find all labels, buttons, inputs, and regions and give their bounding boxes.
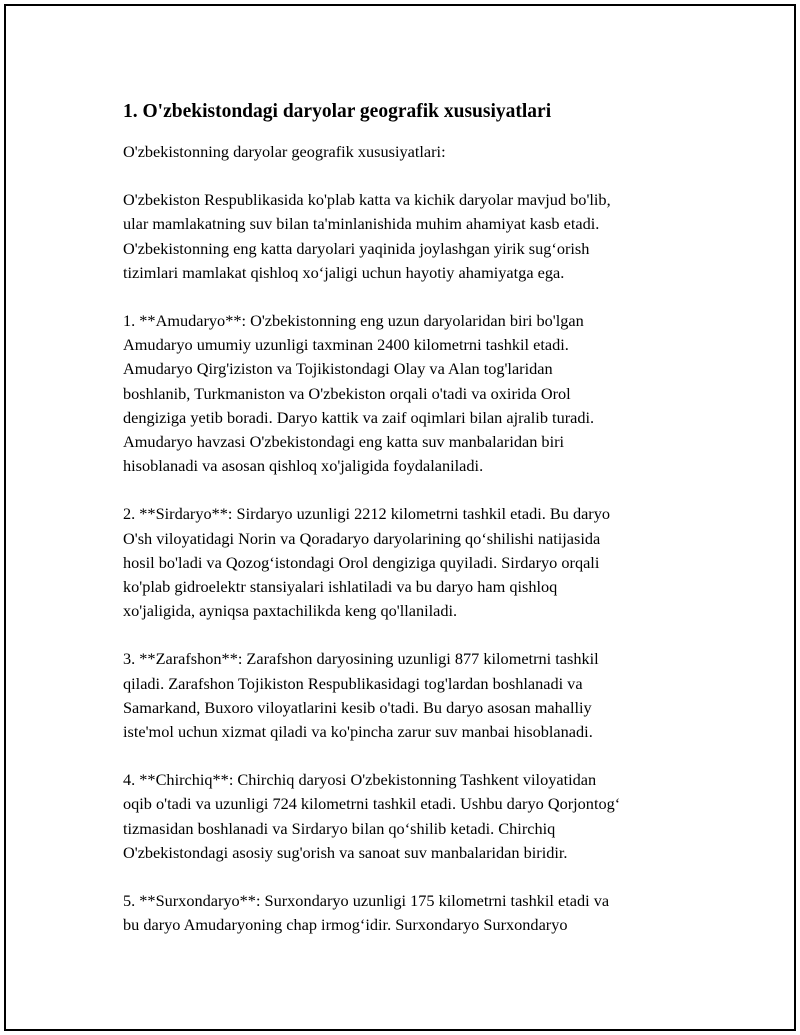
paragraph-line: O'sh viloyatidagi Norin va Qoradaryo daryolarining qo‘shilishi natijasida: [123, 528, 601, 548]
paragraph-line: hisoblanadi va asosan qishloq xo'jaligida foydalaniladi.: [123, 456, 484, 476]
paragraph-line: hosil bo'ladi va Qozog‘istondagi Orol dengiziga quyiladi. Sirdaryo orqali: [123, 552, 600, 572]
paragraph-line: Amudaryo havzasi O'zbekistondagi eng katta suv manbalaridan biri: [123, 432, 565, 452]
paragraph: [123, 889, 703, 937]
paragraph-line: oqib o'tadi va uzunligi 724 kilometrni tashkil etadi. Ushbu daryo Qorjontog‘: [123, 794, 621, 814]
paragraph-line: dengiziga yetib boradi. Daryo kattik va zaif oqimlari bilan ajralib turadi.: [123, 407, 595, 427]
paragraph-line: Samarkand, Buxoro viloyatlarini kesib o'tadi. Bu daryo asosan mahalliy: [123, 697, 592, 717]
paragraph-line: xo'jaligida, ayniqsa paxtachilikda keng qo'llaniladi.: [123, 601, 458, 621]
paragraph-line: tizimlari mamlakat qishloq xo‘jaligi uchun hayotiy ahamiyatga ega.: [123, 262, 565, 282]
paragraph: [123, 309, 703, 478]
paragraph-line: tizmasidan boshlanadi va Sirdaryo bilan qo‘shilib ketadi. Chirchiq: [123, 818, 556, 838]
page-frame: [4, 4, 796, 1031]
paragraph: [123, 502, 703, 623]
paragraph-line: 2. **Sirdaryo**: Sirdaryo uzunligi 2212 kilometrni tashkil etadi. Bu daryo: [123, 504, 611, 524]
paragraph-line: iste'mol uchun xizmat qiladi va ko'pincha zarur suv manbai hisoblanadi.: [123, 722, 593, 742]
paragraph-list: [123, 188, 703, 937]
paragraph-line: ular mamlakatning suv bilan ta'minlanishida muhim ahamiyat kasb etadi.: [123, 214, 600, 234]
document-body: [123, 98, 703, 937]
paragraph-line: O'zbekistonning eng katta daryolari yaqinida joylashgan yirik sug‘orish: [123, 238, 590, 258]
paragraph-line: Amudaryo Qirg'iziston va Tojikistondagi Olay va Alan tog'laridan: [123, 359, 553, 379]
paragraph-line: ko'plab gidroelektr stansiyalari ishlatiladi va bu daryo ham qishloq: [123, 577, 558, 597]
document-title: 1. O'zbekistondagi daryolar geografik xususiyatlari: [123, 101, 552, 122]
paragraph-line: 4. **Chirchiq**: Chirchiq daryosi O'zbekistonning Tashkent viloyatidan: [123, 770, 597, 790]
paragraph-line: Amudaryo umumiy uzunligi taxminan 2400 kilometrni tashkil etadi.: [123, 335, 569, 355]
paragraph: [123, 647, 703, 744]
paragraph-line: O'zbekistondagi asosiy sug'orish va sanoat suv manbalaridan biridir.: [123, 842, 568, 862]
paragraph-line: 3. **Zarafshon**: Zarafshon daryosining uzunligi 877 kilometrni tashkil: [123, 649, 599, 669]
paragraph-line: O'zbekiston Respublikasida ko'plab katta va kichik daryolar mavjud bo'lib,: [123, 190, 611, 210]
paragraph-line: 5. **Surxondaryo**: Surxondaryo uzunligi 175 kilometrni tashkil etadi va: [123, 891, 610, 911]
paragraph-line: qiladi. Zarafshon Tojikiston Respublikasidagi tog'lardan boshlanadi va: [123, 673, 583, 693]
paragraph-line: 1. **Amudaryo**: O'zbekistonning eng uzun daryolaridan biri bo'lgan: [123, 311, 584, 331]
intro-heading: O'zbekistonning daryolar geografik xususiyatlari:: [123, 142, 446, 161]
paragraph: [123, 768, 703, 865]
paragraph-line: boshlanib, Turkmaniston va O'zbekiston orqali o'tadi va oxirida Orol: [123, 383, 571, 403]
paragraph-line: bu daryo Amudaryoning chap irmog‘idir. Surxondaryo Surxondaryo: [123, 915, 568, 935]
paragraph: [123, 188, 703, 285]
